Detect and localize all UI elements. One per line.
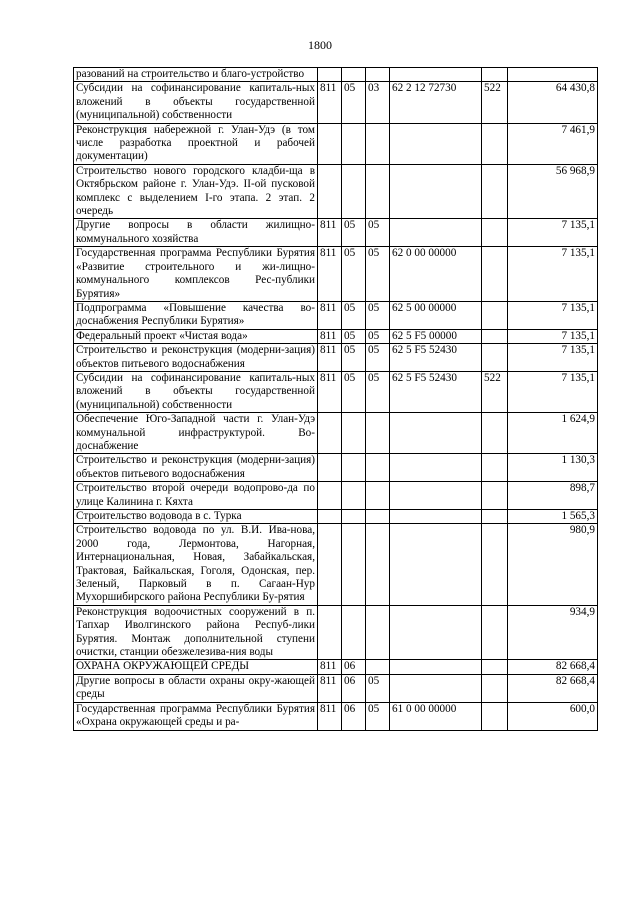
section-code-cell: 05 xyxy=(342,371,366,412)
department-code-cell xyxy=(318,605,342,660)
subsection-code-cell: 05 xyxy=(366,329,390,343)
expense-type-cell xyxy=(482,660,508,674)
subsection-code-cell xyxy=(366,454,390,482)
target-article-cell xyxy=(390,674,482,702)
section-code-cell: 05 xyxy=(342,247,366,302)
expense-type-cell xyxy=(482,454,508,482)
table-row xyxy=(74,605,598,660)
subsection-code-cell xyxy=(366,605,390,660)
expense-type-cell: 522 xyxy=(482,371,508,412)
table-row xyxy=(74,413,598,454)
subsection-code-cell: 05 xyxy=(366,247,390,302)
department-code-cell xyxy=(318,482,342,510)
amount-cell: 7 135,1 xyxy=(508,371,598,412)
table-row xyxy=(74,674,598,702)
amount-cell: 56 968,9 xyxy=(508,164,598,219)
department-code-cell: 811 xyxy=(318,674,342,702)
item-name-cell: ОХРАНА ОКРУЖАЮЩЕЙ СРЕДЫ xyxy=(74,660,318,674)
amount-cell: 82 668,4 xyxy=(508,660,598,674)
table-row xyxy=(74,660,598,674)
section-code-cell xyxy=(342,164,366,219)
item-name-cell: Строительство нового городского кладби-ща в Октябрьском районе г. Улан-Удэ. II-ой пусковой комплекс с выделением I-го этапа. 2 этап. 2 очередь xyxy=(74,164,318,219)
item-name-cell: Строительство и реконструкция (модерни-зация) объектов питьевого водоснабжения xyxy=(74,344,318,372)
amount-cell: 898,7 xyxy=(508,482,598,510)
target-article-cell xyxy=(390,524,482,605)
amount-cell: 64 430,8 xyxy=(508,82,598,123)
item-name-cell: Строительство водовода по ул. В.И. Ива-нова, 2000 года, Лермонтова, Нагорная, Интернациональная, Новая, Забайкальская, Трактовая, Байкальская, Гоголя, Одонская, пер. Зеленый, Парковый в п. Сагаан-Нур Мухоршибирского района Республики Бу-рятия xyxy=(74,524,318,605)
target-article-cell xyxy=(390,164,482,219)
department-code-cell: 811 xyxy=(318,82,342,123)
subsection-code-cell xyxy=(366,524,390,605)
target-article-cell: 62 0 00 00000 xyxy=(390,247,482,302)
table-row xyxy=(74,164,598,219)
table-row xyxy=(74,482,598,510)
item-name-cell: Строительство водовода в с. Турка xyxy=(74,510,318,524)
table-row xyxy=(74,524,598,605)
department-code-cell: 811 xyxy=(318,329,342,343)
department-code-cell: 811 xyxy=(318,301,342,329)
subsection-code-cell xyxy=(366,164,390,219)
item-name-cell: Строительство второй очереди водопрово-да по улице Калинина г. Кяхта xyxy=(74,482,318,510)
expense-type-cell xyxy=(482,702,508,730)
item-name-cell: Государственная программа Республики Бурятия «Развитие строительного и жи-лищно-коммунального комплексов Рес-публики Бурятия» xyxy=(74,247,318,302)
subsection-code-cell xyxy=(366,123,390,164)
section-code-cell xyxy=(342,482,366,510)
subsection-code-cell xyxy=(366,413,390,454)
subsection-code-cell: 05 xyxy=(366,344,390,372)
department-code-cell xyxy=(318,68,342,82)
amount-cell: 7 135,1 xyxy=(508,301,598,329)
amount-cell xyxy=(508,68,598,82)
amount-cell: 600,0 xyxy=(508,702,598,730)
expense-type-cell xyxy=(482,164,508,219)
section-code-cell: 05 xyxy=(342,329,366,343)
target-article-cell xyxy=(390,123,482,164)
expense-type-cell xyxy=(482,524,508,605)
subsection-code-cell: 05 xyxy=(366,301,390,329)
expense-type-cell xyxy=(482,482,508,510)
subsection-code-cell: 03 xyxy=(366,82,390,123)
item-name-cell: разований на строительство и благо-устройство xyxy=(74,68,318,82)
section-code-cell: 06 xyxy=(342,674,366,702)
amount-cell: 1 130,3 xyxy=(508,454,598,482)
section-code-cell xyxy=(342,605,366,660)
target-article-cell: 61 0 00 00000 xyxy=(390,702,482,730)
expense-type-cell xyxy=(482,413,508,454)
expense-type-cell xyxy=(482,605,508,660)
amount-cell: 7 461,9 xyxy=(508,123,598,164)
department-code-cell: 811 xyxy=(318,660,342,674)
expense-type-cell xyxy=(482,344,508,372)
expense-type-cell xyxy=(482,329,508,343)
item-name-cell: Подпрограмма «Повышение качества во-доснабжения Республики Бурятия» xyxy=(74,301,318,329)
section-code-cell: 05 xyxy=(342,301,366,329)
section-code-cell xyxy=(342,413,366,454)
subsection-code-cell xyxy=(366,660,390,674)
amount-cell: 980,9 xyxy=(508,524,598,605)
item-name-cell: Федеральный проект «Чистая вода» xyxy=(74,329,318,343)
section-code-cell xyxy=(342,454,366,482)
section-code-cell: 06 xyxy=(342,660,366,674)
budget-table xyxy=(73,67,598,731)
amount-cell: 1 624,9 xyxy=(508,413,598,454)
target-article-cell xyxy=(390,413,482,454)
target-article-cell: 62 5 F5 00000 xyxy=(390,329,482,343)
target-article-cell xyxy=(390,510,482,524)
department-code-cell xyxy=(318,123,342,164)
subsection-code-cell: 05 xyxy=(366,702,390,730)
expense-type-cell xyxy=(482,301,508,329)
amount-cell: 82 668,4 xyxy=(508,674,598,702)
amount-cell: 934,9 xyxy=(508,605,598,660)
subsection-code-cell: 05 xyxy=(366,371,390,412)
target-article-cell: 62 5 F5 52430 xyxy=(390,344,482,372)
item-name-cell: Реконструкция набережной г. Улан-Удэ (в том числе разработка проектной и рабочей документации) xyxy=(74,123,318,164)
table-row xyxy=(74,510,598,524)
section-code-cell xyxy=(342,524,366,605)
table-row xyxy=(74,82,598,123)
section-code-cell: 06 xyxy=(342,702,366,730)
expense-type-cell xyxy=(482,510,508,524)
department-code-cell xyxy=(318,164,342,219)
department-code-cell: 811 xyxy=(318,219,342,247)
subsection-code-cell: 05 xyxy=(366,674,390,702)
target-article-cell xyxy=(390,605,482,660)
item-name-cell: Строительство и реконструкция (модерни-зация) объектов питьевого водоснабжения xyxy=(74,454,318,482)
subsection-code-cell: 05 xyxy=(366,219,390,247)
target-article-cell: 62 5 F5 52430 xyxy=(390,371,482,412)
table-row xyxy=(74,219,598,247)
expense-type-cell: 522 xyxy=(482,82,508,123)
department-code-cell: 811 xyxy=(318,247,342,302)
table-row xyxy=(74,247,598,302)
subsection-code-cell xyxy=(366,482,390,510)
expense-type-cell xyxy=(482,123,508,164)
item-name-cell: Реконструкция водоочистных сооружений в п. Тапхар Иволгинского района Респуб-лики Бурятия. Монтаж дополнительной ступени очистки, станции обезжелезива-ния воды xyxy=(74,605,318,660)
section-code-cell xyxy=(342,123,366,164)
section-code-cell: 05 xyxy=(342,219,366,247)
table-row xyxy=(74,702,598,730)
target-article-cell xyxy=(390,454,482,482)
department-code-cell: 811 xyxy=(318,702,342,730)
expense-type-cell xyxy=(482,674,508,702)
amount-cell: 1 565,3 xyxy=(508,510,598,524)
target-article-cell: 62 5 00 00000 xyxy=(390,301,482,329)
department-code-cell xyxy=(318,454,342,482)
item-name-cell: Обеспечение Юго-Западной части г. Улан-Удэ коммунальной инфраструктурой. Во-доснабжение xyxy=(74,413,318,454)
budget-table-body xyxy=(74,68,598,731)
table-row xyxy=(74,68,598,82)
section-code-cell xyxy=(342,510,366,524)
item-name-cell: Другие вопросы в области охраны окру-жающей среды xyxy=(74,674,318,702)
target-article-cell xyxy=(390,482,482,510)
section-code-cell: 05 xyxy=(342,344,366,372)
department-code-cell xyxy=(318,413,342,454)
department-code-cell: 811 xyxy=(318,371,342,412)
target-article-cell xyxy=(390,219,482,247)
table-row xyxy=(74,123,598,164)
subsection-code-cell xyxy=(366,68,390,82)
target-article-cell: 62 2 12 72730 xyxy=(390,82,482,123)
amount-cell: 7 135,1 xyxy=(508,219,598,247)
table-row xyxy=(74,301,598,329)
section-code-cell: 05 xyxy=(342,82,366,123)
target-article-cell xyxy=(390,68,482,82)
department-code-cell xyxy=(318,524,342,605)
item-name-cell: Субсидии на софинансирование капиталь-ных вложений в объекты государственной (муниципальной) собственности xyxy=(74,371,318,412)
expense-type-cell xyxy=(482,68,508,82)
amount-cell: 7 135,1 xyxy=(508,344,598,372)
section-code-cell xyxy=(342,68,366,82)
table-row xyxy=(74,371,598,412)
amount-cell: 7 135,1 xyxy=(508,247,598,302)
amount-cell: 7 135,1 xyxy=(508,329,598,343)
department-code-cell xyxy=(318,510,342,524)
expense-type-cell xyxy=(482,247,508,302)
table-row xyxy=(74,329,598,343)
item-name-cell: Государственная программа Республики Бурятия «Охрана окружающей среды и ра- xyxy=(74,702,318,730)
department-code-cell: 811 xyxy=(318,344,342,372)
page-number: 1800 xyxy=(308,38,332,52)
item-name-cell: Другие вопросы в области жилищно-коммунального хозяйства xyxy=(74,219,318,247)
table-row xyxy=(74,344,598,372)
target-article-cell xyxy=(390,660,482,674)
expense-type-cell xyxy=(482,219,508,247)
subsection-code-cell xyxy=(366,510,390,524)
table-row xyxy=(74,454,598,482)
item-name-cell: Субсидии на софинансирование капиталь-ных вложений в объекты государственной (муниципальной) собственности xyxy=(74,82,318,123)
